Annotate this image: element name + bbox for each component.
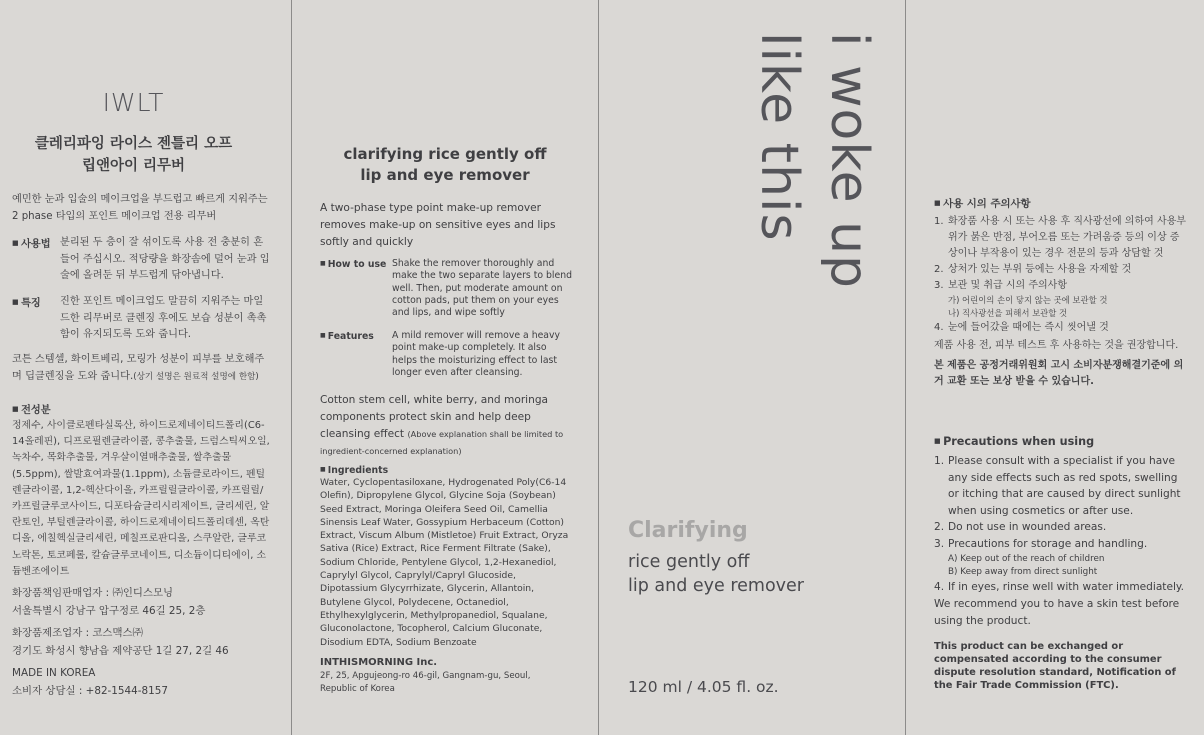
front-subtitle — [628, 550, 804, 598]
feature-text: 진한 포인트 메이크업도 말끔히 지워주는 마일드한 리무버로 클렌징 후에도 보습 성분이 촉촉함이 유지되도록 도와 줍니다. — [60, 296, 267, 340]
seller-address: 서울특별시 강남구 압구정로 46길 25, 2층 — [12, 605, 206, 617]
title-line-2: lip and eye remover — [360, 166, 530, 184]
components-note: (Above explanation shall be limited to ingredient-concerned explanation) — [320, 429, 564, 456]
company-name: INTHISMORNING Inc. — [320, 657, 438, 668]
feature-section-ko — [12, 294, 270, 344]
slogan-line-1: i woke up — [819, 32, 879, 290]
front-title: Clarifying — [628, 518, 748, 543]
caution-list-en — [934, 453, 1186, 629]
list-item: 1. 화장품 사용 시 또는 사용 후 직사광선에 의하여 사용부위가 붉은 반점, 부어오름 또는 가려움증 등의 이상 증상이나 부작용이 있는 경우 전문의 등과 상담할 것 — [934, 216, 1186, 259]
ingredients-label-ko: ■ 전성분 — [12, 401, 270, 420]
maker-address: 경기도 화성시 향남읍 제약공단 1길 27, 2길 46 — [12, 645, 229, 657]
list-item: 4. 눈에 들어갔을 때에는 즉시 씻어낼 것 — [934, 322, 1109, 333]
made-in: MADE IN KOREA — [12, 667, 96, 679]
skin-test-ko: 제품 사용 전, 피부 테스트 후 사용하는 것을 권장합니다. — [934, 340, 1179, 351]
maker: 화장품제조업자 : 코스맥스㈜ — [12, 627, 143, 639]
note-text-ko — [12, 352, 270, 385]
skin-test-en: We recommend you to have a skin test before using the product. — [934, 597, 1180, 627]
caution-list-ko — [934, 214, 1186, 390]
intro-text-ko: 예민한 눈과 입술의 메이크업을 부드럽고 빠르게 지워주는 2 phase 타입의 포인트 메이크업 전용 리무버 — [12, 194, 268, 222]
note-main: 코튼 스템셀, 화이트베리, 모링가 성분이 피부를 보호해주며 딥클렌징을 도와 줍니다. — [12, 354, 265, 382]
sub-item: B) Keep away from direct sunlight — [948, 566, 1098, 577]
list-item: 3. Precautions for storage and handling. — [934, 537, 1148, 550]
list-item: 2. Do not use in wounded areas. — [934, 521, 1107, 534]
feature-label: ■ 특징 — [12, 294, 60, 344]
slogan-vertical — [740, 32, 880, 352]
sub-item: A) Keep out of the reach of children — [948, 553, 1105, 564]
product-title-ko — [0, 133, 267, 177]
brand-logo: IWLT — [102, 88, 165, 117]
components-main: Cotton stem cell, white berry, and moringa components protect skin and help deep cleansing effect — [320, 394, 549, 440]
title-line-1: clarifying rice gently off — [343, 145, 547, 163]
ingredients-text-en: Water, Cyclopentasiloxane, Hydrogenated Poly(C6-14 Olefin), Dipropylene Glycol, Glycine Soja (Soybean) Seed Extract, Moringa Oleifera Seed Oil, Camellia Sinensis Leaf Water, Gossypium Herbaceum (Cotton) Extract, Viscum Album (Mistletoe) Fruit Extract, Oryza Sativa (Rice) Extract, Rice Ferment Filtrate (Sake), Sodium Chloride, Pentylene Glycol, 1,2-Hexanediol, Caprylyl Glycol, Caprylyl/Capryl Glucoside, Dipotassium Glycyrrhizate, Glycerin, Allantoin, Butylene Glycol, Polydecene, Octanediol, Ethylhexylglycerin, Methylpropanediol, Squalane, Gluconolactone, Tocopherol, Calcium Gluconate, Disodium EDTA, Sodium Benzoate — [320, 477, 569, 648]
intro-text-en: A two-phase type point make-up remover removes make-up on sensitive eyes and lips softly and quickly — [320, 202, 556, 248]
list-item: 1. Please consult with a specialist if you have any side effects such as red spots, swelling or itching that are caused by direct sunlight when using cosmetics or after use. — [934, 455, 1181, 517]
title-line-1: 클레리파잉 라이스 젠틀리 오프 — [34, 136, 233, 152]
volume: 120 ml / 4.05 fl. oz. — [628, 678, 779, 696]
sub-item: 가) 어린이의 손이 닿지 않는 곳에 보관할 것 — [948, 295, 1108, 305]
title-line-2: 립앤아이 리무버 — [81, 158, 186, 174]
list-item: 2. 상처가 있는 부위 등에는 사용을 자제할 것 — [934, 264, 1132, 275]
feature-label: ■ Features — [320, 330, 392, 379]
exchange-ko: 본 제품은 공정거래위원회 고시 소비자분쟁해결기준에 의거 교환 또는 보상 받을 수 있습니다. — [934, 360, 1184, 387]
sub-item: 나) 직사광선을 피해서 보관할 것 — [948, 308, 1068, 318]
caution-heading-en: ■ Precautions when using — [934, 435, 1094, 448]
usage-section-ko — [12, 235, 270, 285]
slogan-line-2: like this — [749, 32, 809, 242]
panel-divider — [598, 0, 599, 735]
product-title-en — [292, 144, 598, 186]
korean-info-panel — [0, 0, 291, 735]
caution-heading-ko: ■ 사용 시의 주의사항 — [934, 195, 1031, 210]
seller: 화장품책임판매업자 : ㈜인디스모닝 — [12, 587, 174, 599]
list-item: 4. If in eyes, rinse well with water immediately. — [934, 581, 1185, 594]
manufacturer-info-ko — [12, 584, 270, 700]
list-item: 3. 보관 및 취급 시의 주의사항 — [934, 280, 1067, 291]
consumer-phone: 소비자 상담실 : +82-1544-8157 — [12, 685, 168, 697]
ingredients-text-ko: 정제수, 사이클로펜타실록산, 하이드로제네이티드폴리(C6-14올레핀), 디프로필렌글라이콜, 콩추출물, 드럼스틱씨오일, 녹차수, 목화추출물, 겨우살이열매추출물, 쌀추출물(5.5ppm), 쌀발효여과물(1.1ppm), 소듐클로라이드, 펜틸렌글라이콜, 1,2-헥산다이올, 카프릴릴글라이콜, 카프릴릴/카프릴글루코사이드, 디포타슘글리시리제이트, 글리세린, 알란토인, 부틸렌글라이콜, 하이드로제네이티드폴리데센, 옥탄디올, 에칠헥실글리세린, 메칠프로판디올, 스쿠알란, 글루코노락톤, 토코페롤, 칼슘글루코네이트, 디소듐이디티에이, 소듐벤조에이트 — [12, 420, 270, 577]
slogan-svg — [740, 32, 880, 362]
feature-text: A mild remover will remove a heavy point make-up completely. It also helps the moisturizing effect to last longer even after cleansing. — [392, 330, 561, 378]
subtitle-line-2: lip and eye remover — [628, 576, 804, 596]
note-small: (상기 설명은 원료적 설명에 한함) — [133, 371, 259, 382]
ingredients-label-en: ■ Ingredients — [320, 461, 572, 479]
usage-label: ■ How to use — [320, 258, 392, 319]
components-text-en — [320, 392, 572, 460]
panel-divider — [905, 0, 906, 735]
feature-section-en — [320, 330, 572, 379]
exchange-en: This product can be exchanged or compensated according to the consumer dispute resolution standard, Notification of the Fair Trade Commission (FTC). — [934, 641, 1176, 691]
company-address: 2F, 25, Apgujeong-ro 46-gil, Gangnam-gu, Seoul, Republic of Korea — [320, 671, 531, 694]
subtitle-line-1: rice gently off — [628, 552, 750, 572]
usage-text: Shake the remover thoroughly and make the two separate layers to blend well. Then, put moderate amount on cotton pads, put them on your eyes and lips, and wipe softly — [392, 258, 572, 319]
usage-label: ■ 사용법 — [12, 235, 60, 285]
usage-section-en — [320, 258, 572, 319]
usage-text: 분리된 두 층이 잘 섞이도록 사용 전 충분히 흔들어 주십시오. 적당량을 화장솜에 덜어 눈과 입술에 올려둔 뒤 부드럽게 닦아냅니다. — [60, 237, 270, 281]
